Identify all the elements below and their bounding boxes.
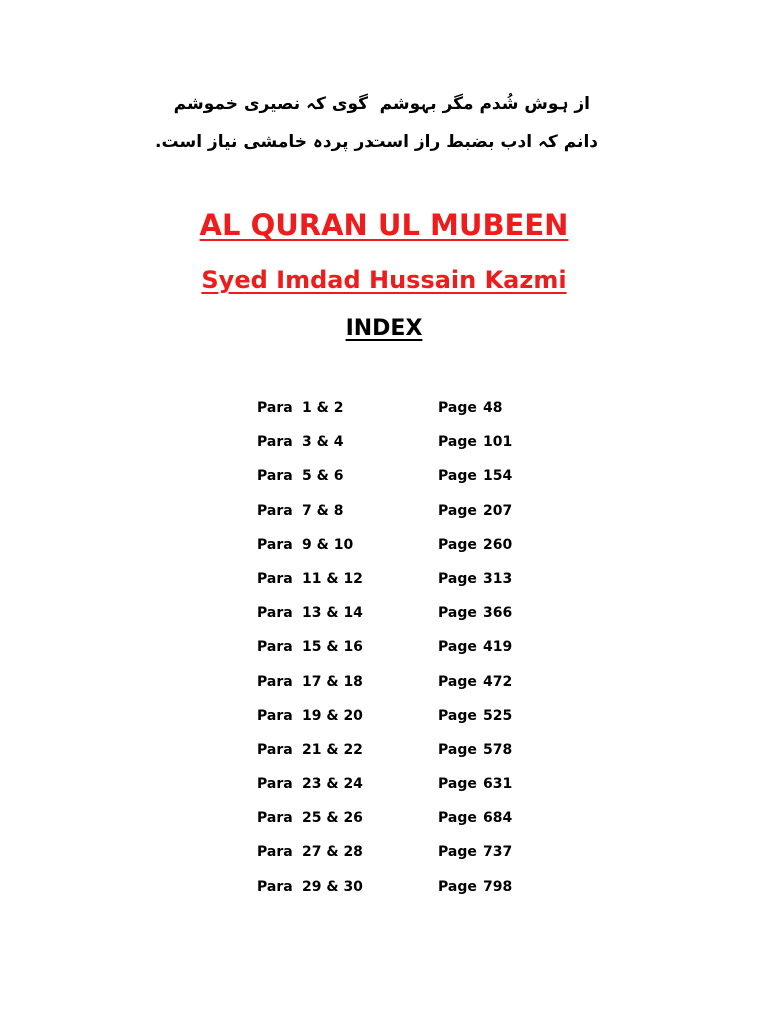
para-label: Para — [257, 536, 293, 553]
para-range: 17 & 18 — [302, 673, 363, 690]
para-label: Para — [257, 741, 293, 758]
page-label: Page — [438, 741, 477, 758]
para-range: 21 & 22 — [302, 741, 363, 758]
para-label: Para — [257, 639, 293, 656]
para-range: 19 & 20 — [302, 707, 363, 724]
para-label: Para — [257, 673, 293, 690]
index-list — [257, 398, 557, 911]
verse-line-2-right: دانم کہ ادب بضبط راز است — [368, 132, 598, 152]
page-label: Page — [438, 639, 477, 656]
index-row — [257, 877, 557, 911]
page-label: Page — [438, 707, 477, 724]
index-row — [257, 569, 557, 603]
page-number: 737 — [483, 844, 513, 861]
page-number: 366 — [483, 605, 513, 622]
para-label: Para — [257, 878, 293, 895]
verse-line-2-left: در پردہ خامشی نیاز است. — [155, 132, 373, 152]
para-label: Para — [257, 502, 293, 519]
para-range: 7 & 8 — [302, 502, 344, 519]
page-label: Page — [438, 570, 477, 587]
page-label: Page — [438, 400, 477, 416]
para-label: Para — [257, 434, 293, 451]
index-row — [257, 842, 557, 876]
para-range: 11 & 12 — [302, 570, 363, 587]
page-number: 525 — [483, 707, 513, 724]
page-number: 578 — [483, 741, 513, 758]
index-row — [257, 740, 557, 774]
page-number: 419 — [483, 639, 513, 656]
index-row — [257, 774, 557, 808]
index-row — [257, 637, 557, 671]
page-number: 48 — [483, 400, 503, 416]
page-number: 798 — [483, 878, 513, 895]
index-row — [257, 808, 557, 842]
page-label: Page — [438, 434, 477, 451]
author-name: Syed Imdad Hussain Kazmi — [201, 266, 567, 294]
page-label: Page — [438, 468, 477, 485]
page-number: 260 — [483, 536, 513, 553]
index-heading: INDEX — [345, 316, 423, 341]
page-number: 684 — [483, 810, 513, 827]
index-row — [257, 706, 557, 740]
para-label: Para — [257, 844, 293, 861]
page-number: 207 — [483, 502, 513, 519]
para-range: 15 & 16 — [302, 639, 363, 656]
page-number: 101 — [483, 434, 513, 451]
index-row — [257, 398, 557, 432]
page-label: Page — [438, 878, 477, 895]
index-row — [257, 603, 557, 637]
para-range: 29 & 30 — [302, 878, 363, 895]
page-number: 313 — [483, 570, 513, 587]
index-row — [257, 535, 557, 569]
para-label: Para — [257, 776, 293, 793]
para-label: Para — [257, 707, 293, 724]
page-label: Page — [438, 502, 477, 519]
page-label: Page — [438, 673, 477, 690]
page-number: 472 — [483, 673, 513, 690]
page-label: Page — [438, 536, 477, 553]
index-row — [257, 466, 557, 500]
page-label: Page — [438, 776, 477, 793]
para-label: Para — [257, 570, 293, 587]
para-range: 13 & 14 — [302, 605, 363, 622]
para-range: 1 & 2 — [302, 400, 344, 416]
page-label: Page — [438, 810, 477, 827]
para-range: 9 & 10 — [302, 536, 354, 553]
para-label: Para — [257, 605, 293, 622]
para-range: 23 & 24 — [302, 776, 363, 793]
para-range: 5 & 6 — [302, 468, 344, 485]
para-label: Para — [257, 400, 293, 416]
para-range: 27 & 28 — [302, 844, 363, 861]
para-range: 3 & 4 — [302, 434, 344, 451]
para-label: Para — [257, 810, 293, 827]
verse-line-1-left: گوی کہ نصیری خموشم — [173, 94, 368, 114]
page-label: Page — [438, 605, 477, 622]
book-title: AL QURAN UL MUBEEN — [199, 208, 569, 242]
index-row — [257, 501, 557, 535]
verse-line-1-right: از ہوش شُدم مگر بہوشم — [379, 94, 590, 114]
para-range: 25 & 26 — [302, 810, 363, 827]
page-number: 631 — [483, 776, 513, 793]
page-number: 154 — [483, 468, 513, 485]
index-row — [257, 432, 557, 466]
page-label: Page — [438, 844, 477, 861]
para-label: Para — [257, 468, 293, 485]
index-row — [257, 672, 557, 706]
